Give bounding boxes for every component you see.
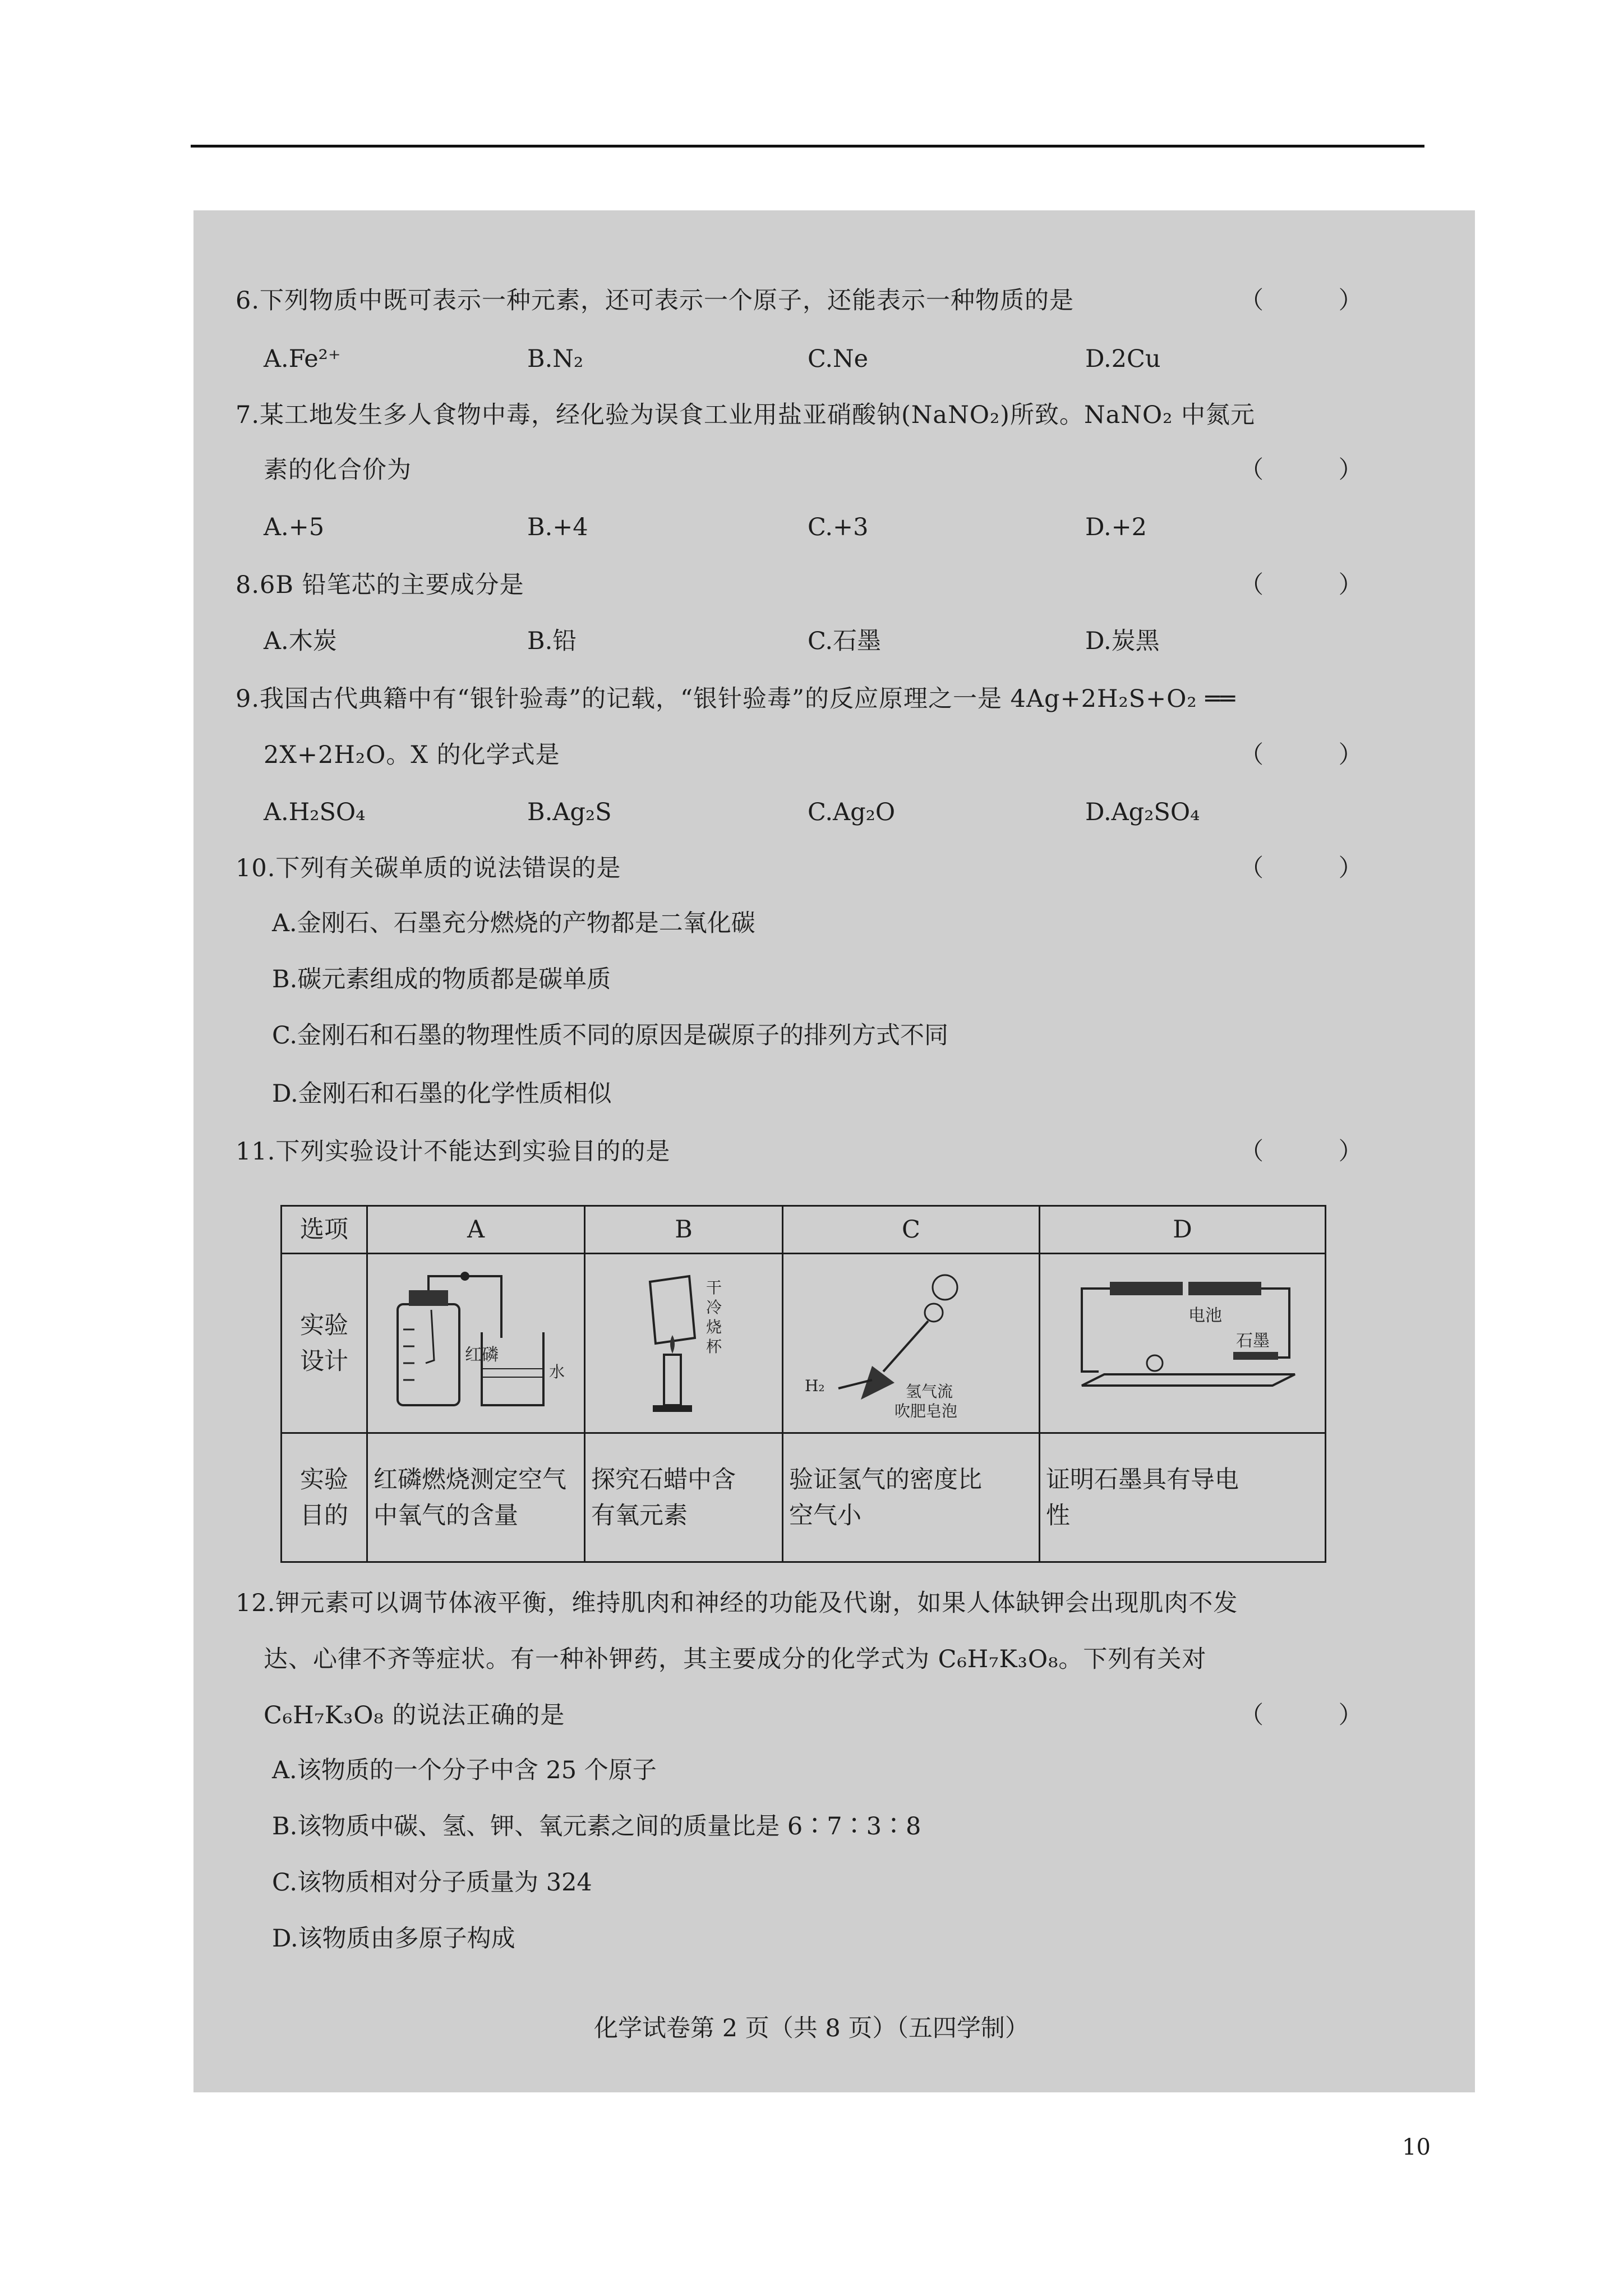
- option-d: D.炭黑: [1085, 627, 1160, 655]
- svg-text:杯: 杯: [706, 1337, 722, 1356]
- purpose-a: 红磷燃烧测定空气 中氧气的含量: [367, 1433, 585, 1562]
- question-9-stem: 9.我国古代典籍中有“银针验毒”的记载，“银针验毒”的反应原理之一是 4Ag+2H₂S+O₂ ══: [236, 685, 1236, 713]
- option-d: D.2Cu: [1085, 345, 1161, 373]
- option-d: D.Ag₂SO₄: [1085, 798, 1200, 826]
- option-a: A.Fe²⁺: [264, 345, 341, 373]
- answer-paren: （ ）: [1239, 854, 1396, 882]
- answer-paren: （ ）: [1239, 1138, 1396, 1166]
- apparatus-c: [783, 1254, 1040, 1433]
- option-b: B.Ag₂S: [527, 798, 612, 826]
- purpose-c: 验证氢气的密度比 空气小: [783, 1433, 1040, 1562]
- row-label: 实验 设计: [282, 1254, 367, 1433]
- option-a: A.该物质的一个分子中含 25 个原子: [272, 1756, 657, 1784]
- answer-paren: （ ）: [1239, 571, 1396, 599]
- svg-text:冷: 冷: [706, 1297, 722, 1317]
- soap-bubble-icon: [794, 1265, 1029, 1422]
- answer-paren: （ ）: [1239, 287, 1396, 315]
- svg-text:红磷: 红磷: [464, 1345, 499, 1365]
- experiment-table: [280, 1205, 1326, 1563]
- option-b: B.N₂: [527, 345, 584, 373]
- apparatus-b: [585, 1254, 783, 1433]
- option-a: A.金刚石、石墨充分燃烧的产物都是二氧化碳: [272, 909, 755, 937]
- svg-text:吹肥皂泡: 吹肥皂泡: [894, 1401, 957, 1420]
- option-b: B.该物质中碳、氢、钾、氧元素之间的质量比是 6∶7∶3∶8: [272, 1812, 921, 1841]
- circuit-icon: [1059, 1265, 1306, 1422]
- question-6-stem: 6.下列物质中既可表示一种元素，还可表示一个原子，还能表示一种物质的是: [236, 287, 1075, 315]
- table-row: [282, 1433, 1326, 1562]
- question-8-stem: 8.6B 铅笔芯的主要成分是: [236, 571, 524, 599]
- option-a: A.+5: [264, 513, 325, 541]
- header-cell: B: [585, 1206, 783, 1254]
- header-cell: 选项: [282, 1206, 367, 1254]
- answer-paren: （ ）: [1239, 456, 1396, 484]
- option-b: B.+4: [527, 513, 588, 541]
- option-c: C.+3: [808, 513, 869, 541]
- question-12-stem-cont: 达、心律不齐等症状。有一种补钾药，其主要成分的化学式为 C₆H₇K₃O₈。下列有关对: [264, 1645, 1207, 1673]
- purpose-d: 证明石墨具有导电 性: [1040, 1433, 1326, 1562]
- option-a: A.木炭: [264, 627, 337, 655]
- row-label: 实验 目的: [282, 1433, 367, 1562]
- svg-text:水: 水: [548, 1362, 565, 1381]
- header-cell: C: [783, 1206, 1040, 1254]
- phosphorus-apparatus-icon: [381, 1265, 571, 1422]
- option-c: C.石墨: [808, 627, 882, 655]
- candle-beaker-icon: [600, 1265, 768, 1422]
- question-7-stem-cont: 素的化合价为: [264, 456, 412, 484]
- option-d: D.金刚石和石墨的化学性质相似: [272, 1080, 612, 1108]
- option-c: C.该物质相对分子质量为 324: [272, 1869, 592, 1897]
- svg-text:H₂: H₂: [804, 1376, 825, 1395]
- top-rule: [191, 145, 1424, 148]
- table-row: [282, 1254, 1326, 1433]
- svg-text:氢气流: 氢气流: [905, 1382, 953, 1401]
- header-cell: D: [1040, 1206, 1326, 1254]
- svg-text:烧: 烧: [706, 1317, 722, 1336]
- option-d: D.+2: [1085, 513, 1147, 541]
- table-header-row: [282, 1206, 1326, 1254]
- purpose-b: 探究石蜡中含 有氧元素: [585, 1433, 783, 1562]
- answer-paren: （ ）: [1239, 1701, 1396, 1729]
- option-c: C.Ag₂O: [808, 798, 896, 826]
- answer-paren: （ ）: [1239, 741, 1396, 769]
- question-7-stem: 7.某工地发生多人食物中毒，经化验为误食工业用盐亚硝酸钠(NaNO₂)所致。NaNO₂ 中氮元: [236, 401, 1255, 429]
- exam-footer: 化学试卷第 2 页（共 8 页）（五四学制）: [594, 2014, 1029, 2042]
- option-c: C.金刚石和石墨的物理性质不同的原因是碳原子的排列方式不同: [272, 1022, 949, 1050]
- question-10-stem: 10.下列有关碳单质的说法错误的是: [236, 854, 621, 882]
- svg-text:干: 干: [706, 1278, 722, 1297]
- header-cell: A: [367, 1206, 585, 1254]
- option-d: D.该物质由多原子构成: [272, 1925, 515, 1953]
- question-12-stem: 12.钾元素可以调节体液平衡，维持肌肉和神经的功能及代谢，如果人体缺钾会出现肌肉不发: [236, 1589, 1238, 1617]
- question-12-stem-cont: C₆H₇K₃O₈ 的说法正确的是: [264, 1701, 565, 1729]
- page-number: 10: [1402, 2134, 1431, 2160]
- svg-text:电池: 电池: [1188, 1305, 1222, 1326]
- question-9-stem-cont: 2X+2H₂O。X 的化学式是: [264, 741, 560, 769]
- option-c: C.Ne: [808, 345, 869, 373]
- apparatus-d: [1040, 1254, 1326, 1433]
- svg-text:石墨: 石墨: [1235, 1331, 1270, 1351]
- option-b: B.碳元素组成的物质都是碳单质: [272, 965, 611, 993]
- option-b: B.铅: [527, 627, 577, 655]
- option-a: A.H₂SO₄: [264, 798, 366, 826]
- question-11-stem: 11.下列实验设计不能达到实验目的的是: [236, 1138, 671, 1166]
- apparatus-a: [367, 1254, 585, 1433]
